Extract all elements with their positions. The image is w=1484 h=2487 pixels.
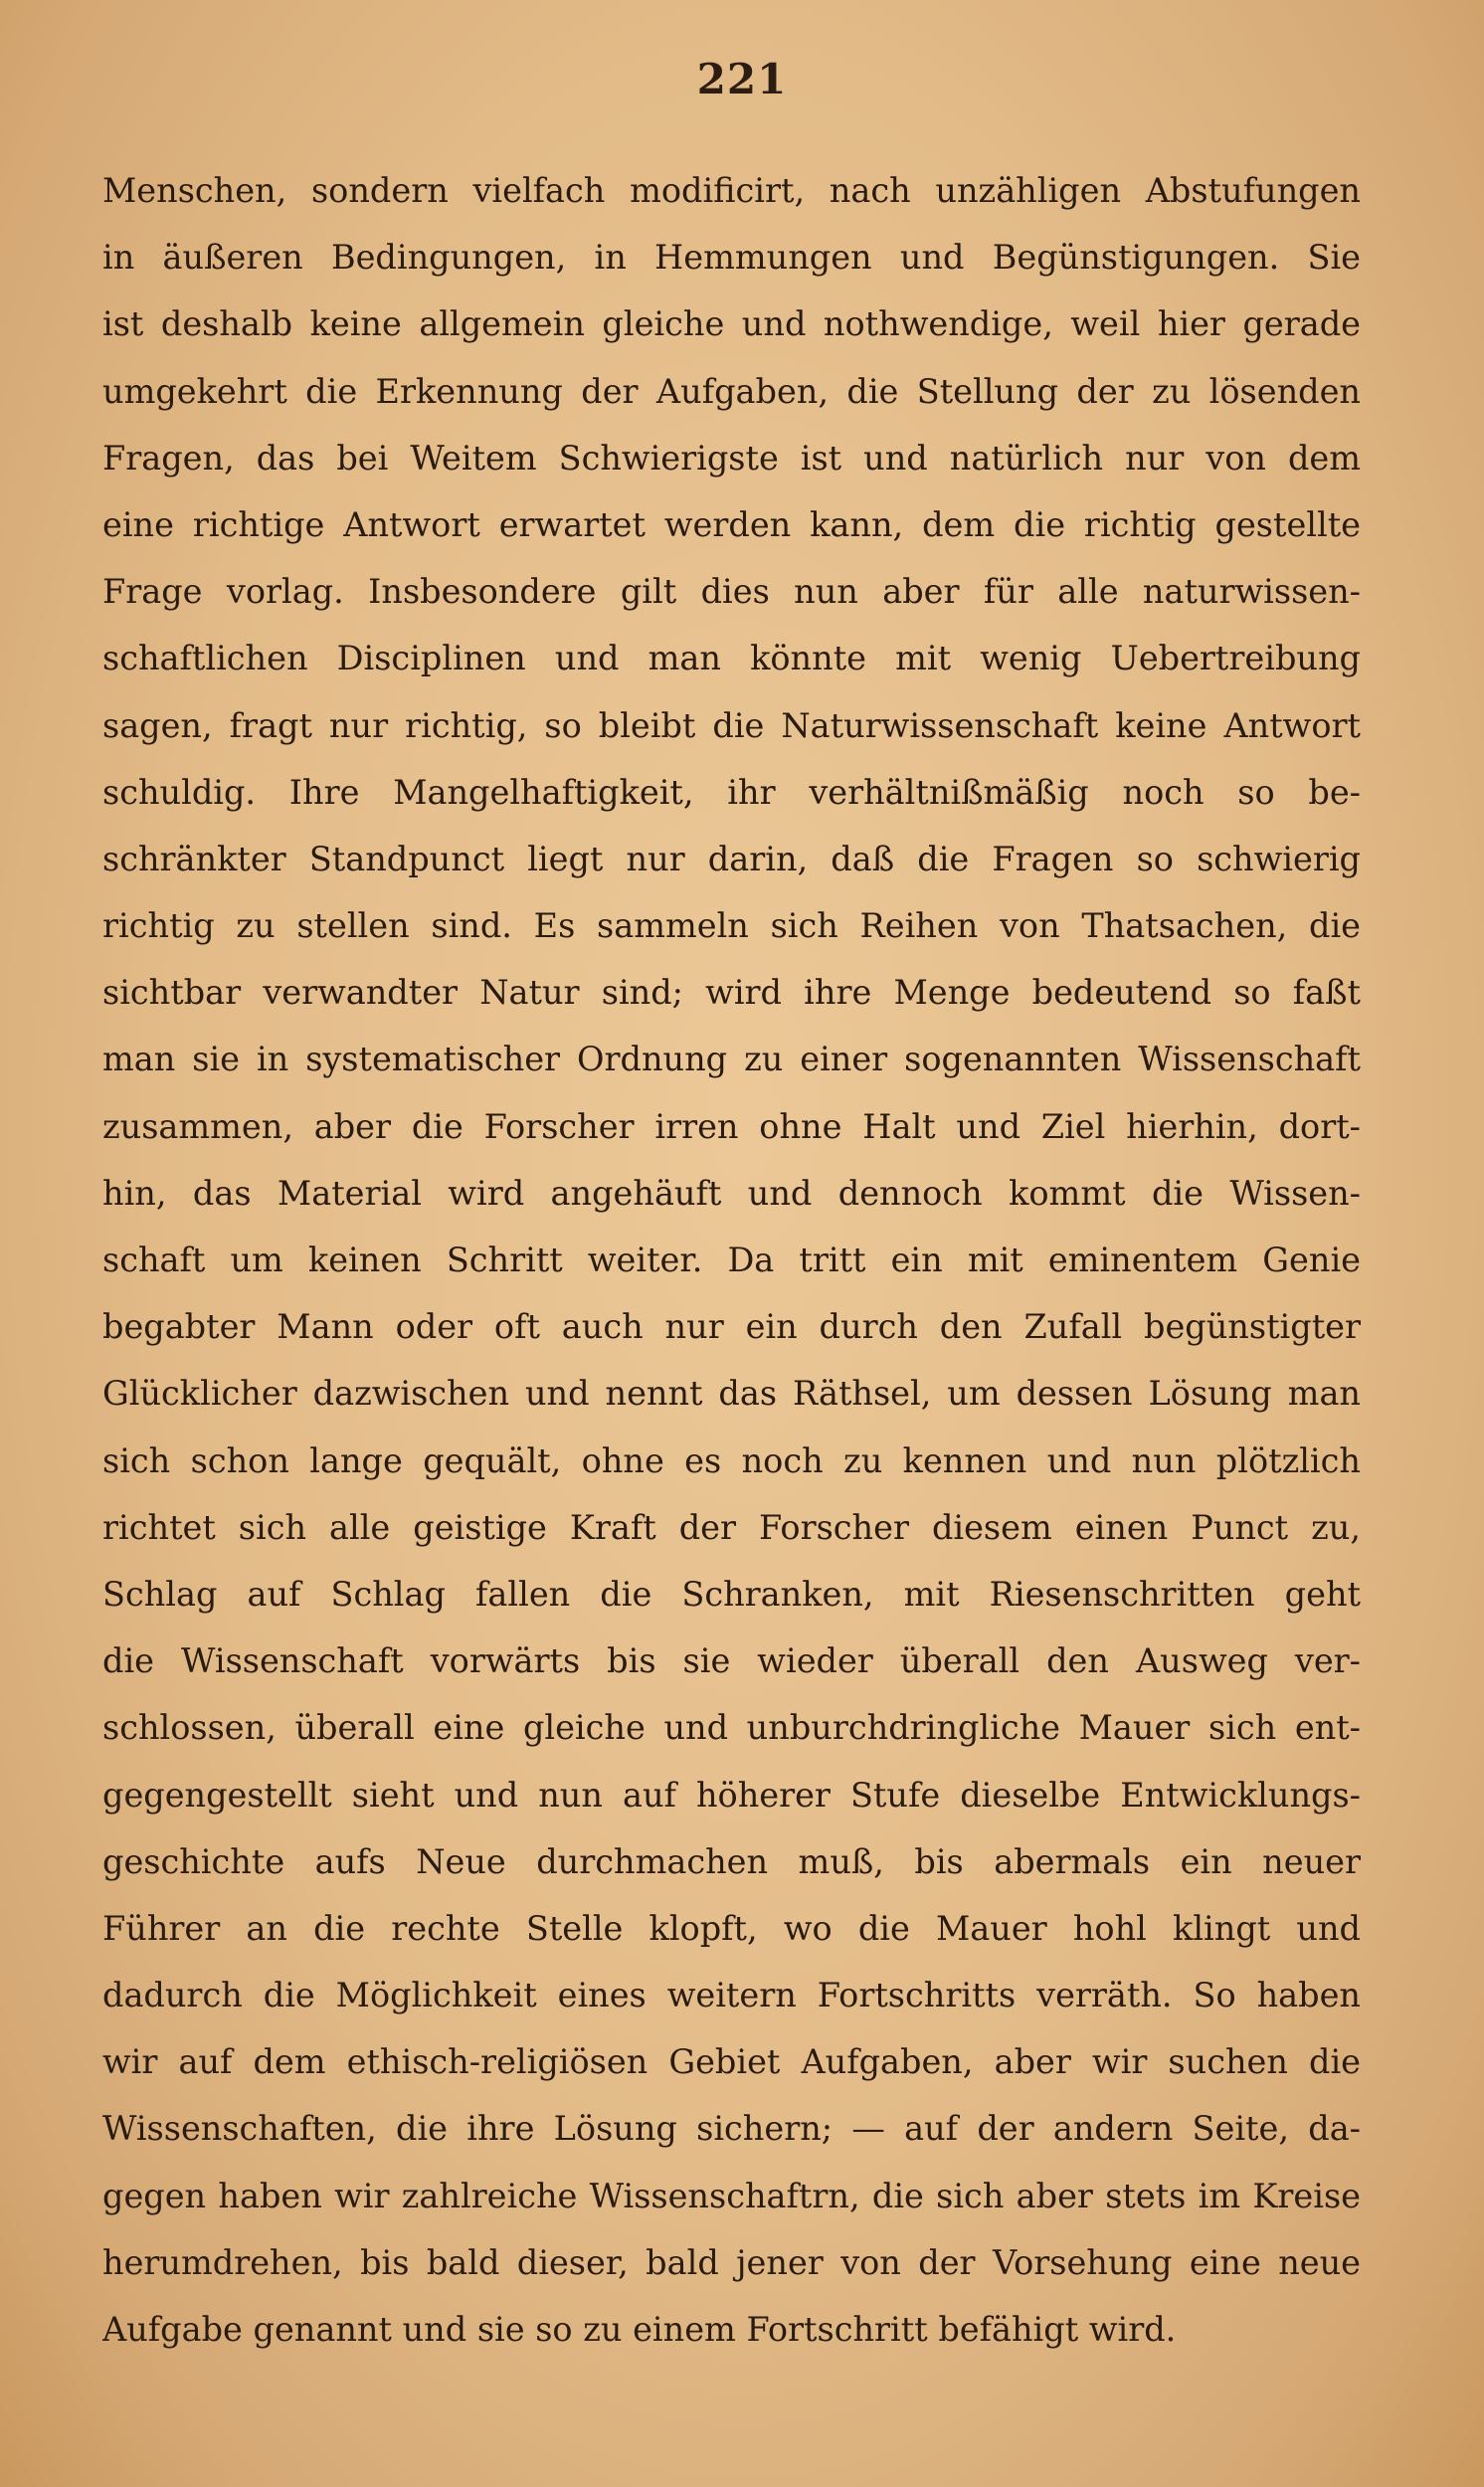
text-line: schaft um keinen Schritt weiter. Da tritt ein mit eminentem Genie [102,1241,1361,1279]
text-line: die Wissenschaft vorwärts bis sie wieder überall den Ausweg ver- [102,1641,1361,1681]
text-line: Glücklicher dazwischen und nennt das Räthsel, um dessen Lösung man [102,1374,1361,1414]
text-line: Fragen, das bei Weitem Schwierigste ist und natürlich nur von dem [102,438,1361,478]
text-line: man sie in systematischer Ordnung zu einer sogenannten Wissenschaft [102,1040,1361,1079]
text-line: Schlag auf Schlag fallen die Schranken, mit Riesenschritten geht [102,1574,1361,1614]
text-line: wir auf dem ethisch-religiösen Gebiet Aufgaben, aber wir suchen die [102,2042,1361,2082]
text-line: gegengestellt sieht und nun auf höherer Stufe dieselbe Entwicklungs- [102,1775,1361,1815]
text-line: Frage vorlag. Insbesondere gilt dies nun aber für alle naturwissen- [102,572,1361,612]
body-text [102,157,1361,2363]
text-line: sich schon lange gequält, ohne es noch zu kennen und nun plötzlich [102,1440,1361,1480]
text-line: Menschen, sondern vielfach modificirt, nach unzähligen Abstufungen [102,171,1361,210]
text-line: zusammen, aber die Forscher irren ohne Halt und Ziel hierhin, dort- [102,1106,1361,1146]
text-line: richtig zu stellen sind. Es sammeln sich Reihen von Thatsachen, die [102,906,1361,946]
text-line: umgekehrt die Erkennung der Aufgaben, die Stellung der zu lösenden [102,371,1361,411]
text-line: sichtbar verwandter Natur sind; wird ihre Menge bedeutend so faßt [102,973,1361,1013]
text-line: begabter Mann oder oft auch nur ein durch den Zufall begünstigter [102,1307,1361,1347]
text-line: in äußeren Bedingungen, in Hemmungen und Begünstigungen. Sie [102,238,1361,278]
text-line: herumdrehen, bis bald dieser, bald jener von der Vorsehung eine neue [102,2242,1361,2282]
page-number: 221 [696,55,788,103]
text-line: richtet sich alle geistige Kraft der Forscher diesem einen Punct zu, [102,1507,1361,1547]
text-line: eine richtige Antwort erwartet werden kann, dem die richtig gestellte [102,504,1361,544]
text-line: schuldig. Ihre Mangelhaftigkeit, ihr verhältnißmäßig noch so be- [102,772,1361,812]
text-line: Führer an die rechte Stelle klopft, wo die Mauer hohl klingt und [102,1908,1361,1948]
text-line: Aufgabe genannt und sie so zu einem Fortschritt befähigt wird. [102,2310,1177,2349]
text-line: schränkter Standpunct liegt nur darin, daß die Fragen so schwierig [102,839,1361,878]
text-line: geschichte aufs Neue durchmachen muß, bis abermals ein neuer [102,1841,1361,1881]
text-line: gegen haben wir zahlreiche Wissenschaftrn, die sich aber stets im Kreise [102,2176,1361,2215]
text-line: schlossen, überall eine gleiche und unburchdringliche Mauer sich ent- [102,1708,1361,1748]
text-line: ist deshalb keine allgemein gleiche und nothwendige, weil hier gerade [102,304,1361,344]
text-line: hin, das Material wird angehäuft und dennoch kommt die Wissen- [102,1173,1361,1213]
text-line: sagen, fragt nur richtig, so bleibt die Naturwissenschaft keine Antwort [102,705,1361,745]
text-line: Wissenschaften, die ihre Lösung sichern; — auf der andern Seite, da- [102,2109,1361,2149]
text-line: dadurch die Möglichkeit eines weitern Fortschritts verräth. So haben [102,1976,1361,2015]
text-line: schaftlichen Disciplinen und man könnte mit wenig Uebertreibung [102,639,1361,678]
